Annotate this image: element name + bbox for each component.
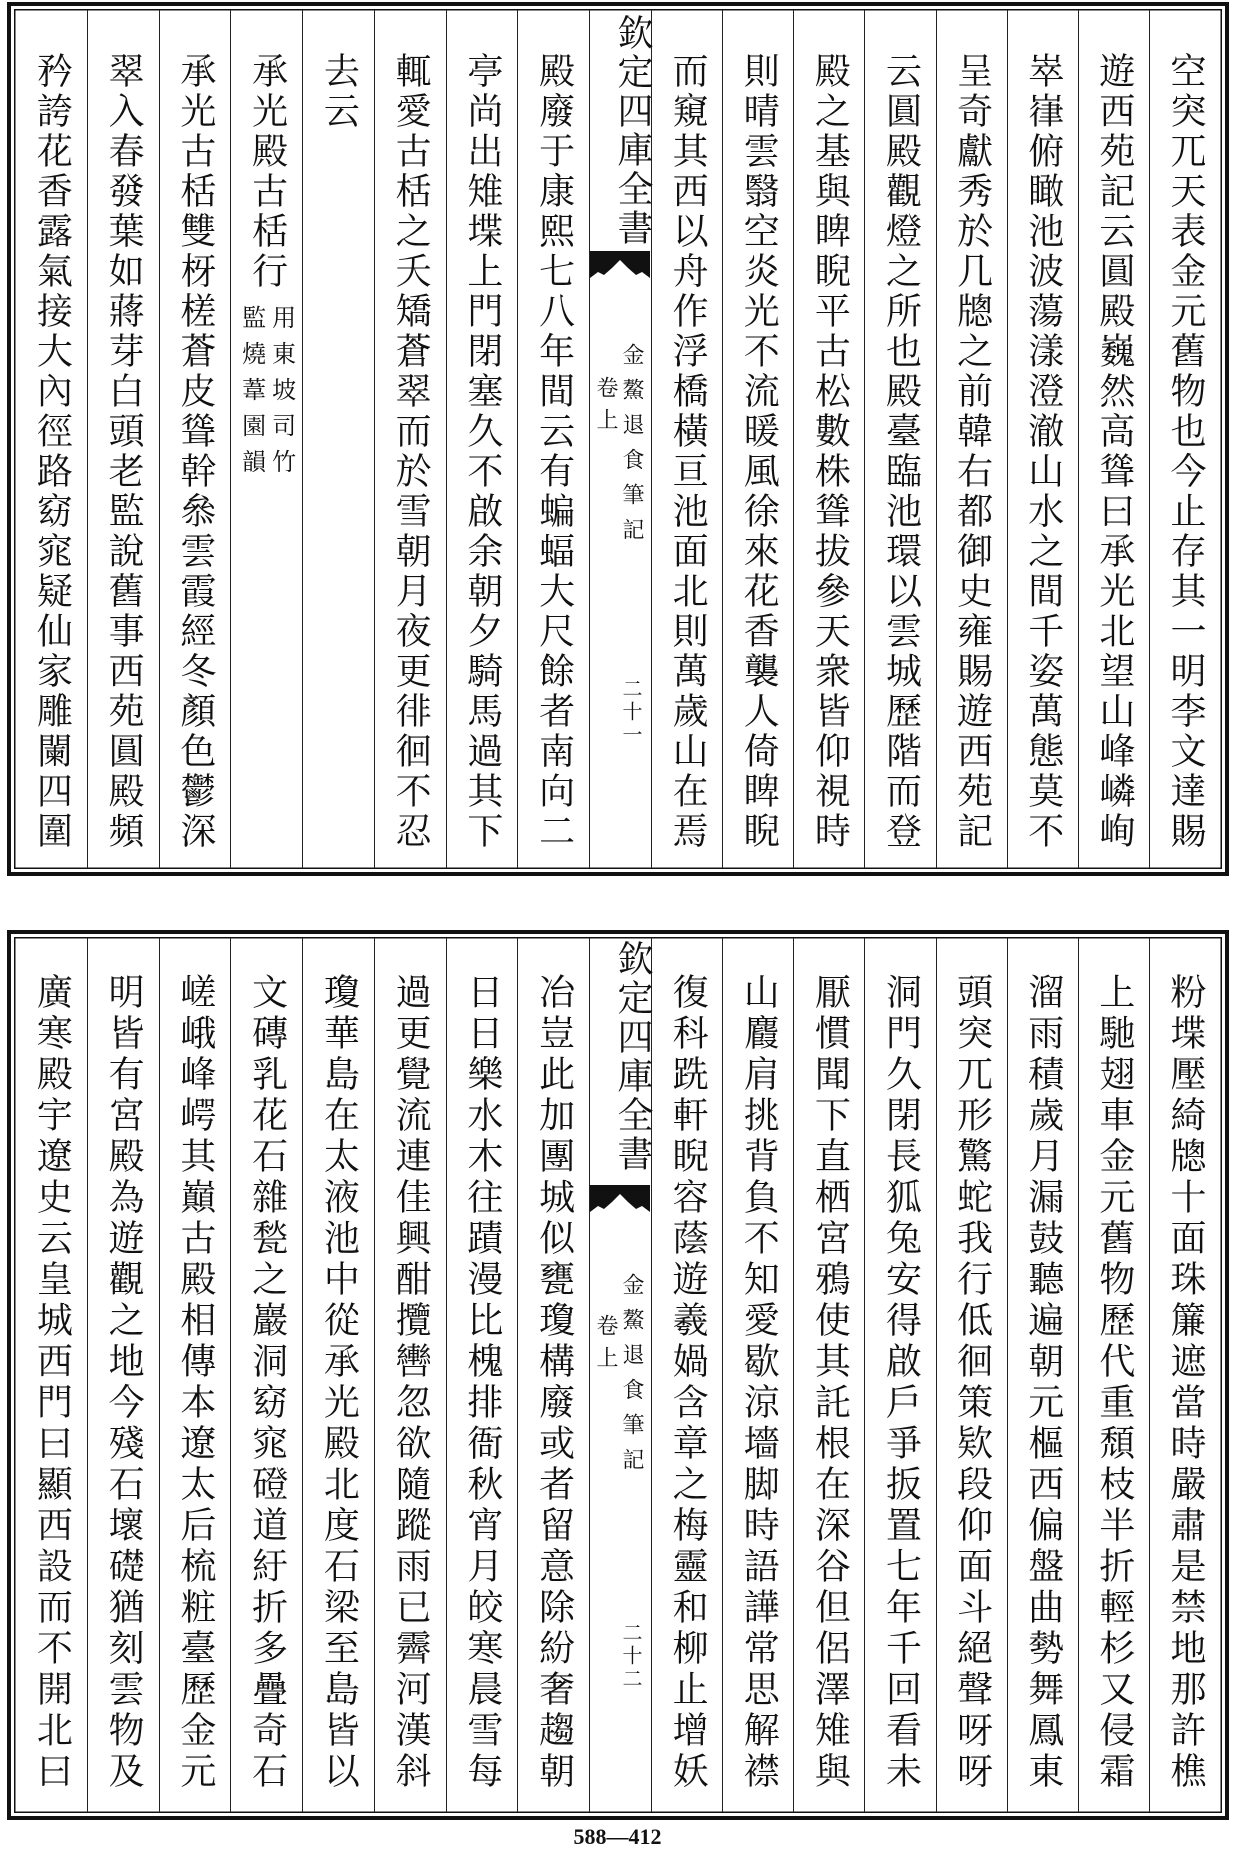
column-text: 空突兀天表金元舊物也今止存其一明李文達賜 (1164, 52, 1206, 852)
text-column (936, 10, 1007, 868)
annotation-line: 用東坡司竹 (267, 305, 296, 485)
left-half-top (16, 10, 589, 868)
text-column (374, 938, 446, 1812)
column-text: 呈奇獻秀於几牕之前韓右都御史雍賜遊西苑記 (951, 52, 993, 852)
column-text: 上馳翅車金元舊物歷代重頹枝半折輕杉又侵霜 (1093, 973, 1135, 1793)
poem-title-column (230, 10, 302, 868)
left-half-bottom (16, 938, 589, 1812)
scan-page-number: 588—412 (573, 1824, 662, 1849)
book-title: 金鰲退食筆記 (619, 1273, 644, 1483)
column-text: 日日樂水木往蹟漫比槐排衙秋宵月皎寒晨雪每 (461, 973, 503, 1793)
column-text: 冶豈此加團城似甕瓊構廢或者留意除紛奢趨朝 (533, 973, 575, 1793)
text-column (1078, 938, 1149, 1812)
fish-tail-mark (590, 248, 650, 282)
text-column (159, 938, 231, 1812)
column-text: 去云 (318, 52, 360, 132)
text-column (87, 938, 159, 1812)
column-text: 嵯峨峰崿其巔古殿相傳本遼太后梳粧臺歷金元 (174, 973, 216, 1793)
text-column (936, 938, 1007, 1812)
column-text: 瓊華島在太液池中從承光殿北度石梁至島皆以 (318, 973, 360, 1793)
poem-title: 承光殿古栝行 (246, 52, 288, 292)
text-column (16, 938, 87, 1812)
fish-tail-shape (590, 1185, 650, 1212)
text-column (16, 10, 87, 868)
text-column (446, 938, 518, 1812)
text-column (302, 10, 374, 868)
column-text: 而窺其西以舟作浮橋橫亘池面北則萬歲山在焉 (667, 52, 709, 852)
juan-label: 卷上 (593, 376, 618, 440)
fish-tail-shape (590, 251, 650, 278)
text-column (87, 10, 159, 868)
text-column (864, 938, 935, 1812)
fish-tail-mark (590, 1182, 650, 1216)
column-text: 山麚肩挑背負不知愛歇涼墻脚時語譁常思解襟 (738, 973, 780, 1793)
page-bottom (7, 930, 1229, 1820)
text-column (793, 938, 864, 1812)
book-title: 金鰲退食筆記 (619, 343, 644, 553)
column-text: 廣寒殿宇遼史云皇城西門曰顯西設而不開北曰 (31, 973, 73, 1793)
column-text: 粉堞壓綺牕十面珠簾遮當時嚴肅是禁地那許樵 (1164, 973, 1206, 1793)
text-column (1007, 938, 1078, 1812)
column-text: 遊西苑記云圓殿巍然高聳曰承光北望山峰嶙峋 (1093, 52, 1135, 852)
text-column (517, 938, 589, 1812)
right-half-top (651, 10, 1220, 868)
column-text: 明皆有宮殿為遊觀之地今殘石壞礎猶刻雲物及 (103, 973, 145, 1793)
series-title: 欽定四庫全書 (612, 940, 653, 1174)
folio-number: 二十二 (619, 1622, 643, 1691)
column-text: 過更覺流連佳興酣攬轡忽欲隨蹤雨已霽河漢斜 (390, 973, 432, 1793)
column-text: 翠入春發葉如蔣芽白頭老監說舊事西苑圓殿頻 (103, 52, 145, 852)
text-column (651, 938, 722, 1812)
text-column (793, 10, 864, 868)
text-column (1149, 10, 1220, 868)
center-fold-column (589, 10, 651, 868)
column-text: 洞門久閉長狐兔安得啟戶爭扳置七年千回看未 (880, 973, 922, 1793)
text-column (1149, 938, 1220, 1812)
text-column (1078, 10, 1149, 868)
column-text: 矜誇花香露氣接大內徑路窈窕疑仙家雕闌四圍 (31, 52, 73, 852)
text-column (864, 10, 935, 868)
annotation-line: 監燒葦園韻 (237, 305, 266, 485)
column-text: 則晴雲翳空炎光不流暖風徐來花香襲人倚睥睨 (738, 52, 780, 852)
column-text: 殿之基與睥睨平古松數株聳拔參天衆皆仰視時 (809, 52, 851, 852)
text-column (374, 10, 446, 868)
column-text: 頭突兀形驚蛇我行低徊策欵段仰面斗絕聲呀呀 (951, 973, 993, 1793)
column-text: 云圓殿觀燈之所也殿臺臨池環以雲城歷階而登 (880, 52, 922, 852)
column-text: 亭尚出雉堞上門閉塞久不啟余朝夕騎馬過其下 (461, 52, 503, 852)
text-column (302, 938, 374, 1812)
folio-number: 二十一 (619, 678, 643, 747)
column-text: 輒愛古栝之夭矯蒼翠而於雪朝月夜更徘徊不忍 (390, 52, 432, 852)
text-column (230, 938, 302, 1812)
column-text: 溜雨積歲月漏鼓聽遍朝元樞西偏盤曲勢舞鳳東 (1022, 973, 1064, 1793)
column-text: 文磚乳花石雜甃之巖洞窈窕磴道紆折多疊奇石 (246, 973, 288, 1793)
right-half-bottom (651, 938, 1220, 1812)
page-top (7, 2, 1229, 876)
juan-label: 卷上 (593, 1314, 618, 1378)
column-text: 承光古栝雙枒槎蒼皮聳幹叅雲霞經冬顏色鬱深 (174, 52, 216, 852)
title-annotation (237, 305, 297, 485)
center-fold-column (589, 938, 651, 1812)
column-text: 復科跣軒睨容蔭遊羲媧含章之梅靈和柳止增妖 (667, 973, 709, 1793)
text-column (1007, 10, 1078, 868)
text-column (517, 10, 589, 868)
text-column (159, 10, 231, 868)
column-text: 殿廢于康熙七八年間云有蝙蝠大尺餘者南向二 (533, 52, 575, 852)
series-title: 欽定四庫全書 (612, 14, 653, 248)
column-text: 厭慣聞下直栖宮鴉使其託根在深谷但侶澤雉與 (809, 973, 851, 1793)
column-text: 崒嵂俯瞰池波蕩漾澄澈山水之間千姿萬態莫不 (1022, 52, 1064, 852)
text-column (722, 10, 793, 868)
text-column (446, 10, 518, 868)
text-column (722, 938, 793, 1812)
text-column (651, 10, 722, 868)
